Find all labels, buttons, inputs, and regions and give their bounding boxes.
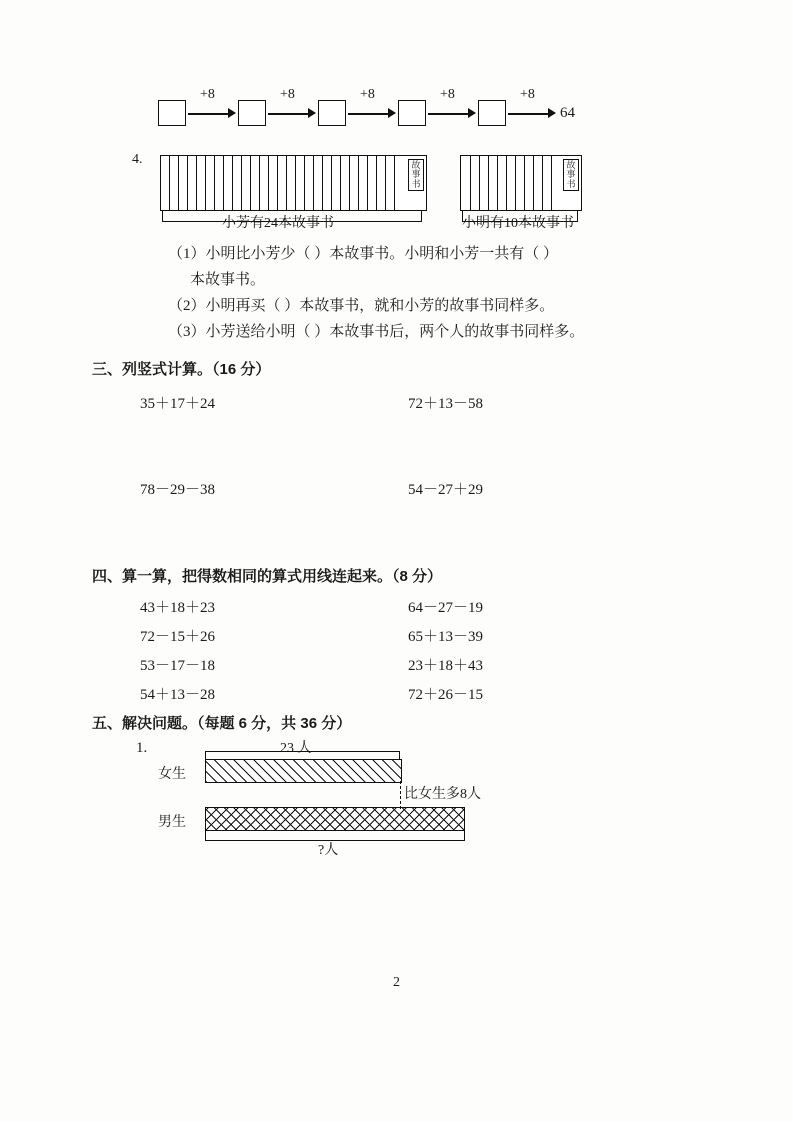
arrow-line-icon xyxy=(188,113,232,115)
section-4-heading: 四、算一算，把得数相同的算式用线连起来。（8 分） xyxy=(92,568,443,585)
book-label-right: 故事书 xyxy=(563,159,579,191)
book-label-left: 故事书 xyxy=(408,159,424,191)
chain-arrow-1 xyxy=(186,87,238,125)
bar-total-label: ?人 xyxy=(318,843,339,858)
section-4-left-3[interactable]: 53－17－18 xyxy=(140,658,216,674)
arrow-head-icon xyxy=(388,108,396,118)
chain-box-2[interactable] xyxy=(238,100,266,126)
bar-boys xyxy=(205,807,465,831)
book-stack-body xyxy=(160,155,427,211)
item-4-sub-1: （1）小明比小芳少（ ）本故事书。小明和小芳一共有（ ） xyxy=(168,246,559,262)
chain-result: 64 xyxy=(560,104,575,121)
chain-operator-4: +8 xyxy=(440,87,455,102)
bar-label-girls: 女生 xyxy=(158,767,186,782)
arrow-head-icon xyxy=(228,108,236,118)
section-4-left-2[interactable]: 72－15＋26 xyxy=(140,629,216,645)
section-3-problem-2: 72＋13－58 xyxy=(408,396,484,412)
chain-arrow-4 xyxy=(426,87,478,125)
chain-arrow-5 xyxy=(506,87,558,125)
section-4-right-1[interactable]: 64－27－19 xyxy=(408,600,484,616)
arrow-line-icon xyxy=(348,113,392,115)
caption-xiaoming: 小明有10本故事书 xyxy=(462,216,574,231)
bar-top-value: 23 人 xyxy=(280,741,312,756)
page-number: 2 xyxy=(393,975,400,990)
chain-arrow-3 xyxy=(346,87,398,125)
item-4-sub-3: （3）小芳送给小明（ ）本故事书后，两个人的故事书同样多。 xyxy=(168,324,585,340)
bar-model-diagram xyxy=(150,735,570,870)
section-3-heading: 三、列竖式计算。（16 分） xyxy=(92,361,271,378)
arrow-line-icon xyxy=(428,113,472,115)
chain-operator-5: +8 xyxy=(520,87,535,102)
chain-operator-2: +8 xyxy=(280,87,295,102)
chain-box-1[interactable] xyxy=(158,100,186,126)
chain-box-3[interactable] xyxy=(318,100,346,126)
arrow-head-icon xyxy=(468,108,476,118)
section-4-right-2[interactable]: 65＋13－39 xyxy=(408,629,484,645)
arrow-head-icon xyxy=(548,108,556,118)
bar-difference-label: 比女生多8人 xyxy=(404,787,481,802)
section-4-right-3[interactable]: 23＋18＋43 xyxy=(408,658,484,674)
section-3-problem-4: 54－27＋29 xyxy=(408,482,484,498)
bar-difference-guide xyxy=(400,781,401,809)
item-4-sub-2: （2）小明再买（ ）本故事书，就和小芳的故事书同样多。 xyxy=(168,298,555,314)
section-5-q1-number: 1. xyxy=(136,740,148,756)
arrow-head-icon xyxy=(308,108,316,118)
chain-box-5[interactable] xyxy=(478,100,506,126)
arrow-line-icon xyxy=(508,113,552,115)
section-3-problem-1: 35＋17＋24 xyxy=(140,396,216,412)
book-stack-xiaoming xyxy=(460,155,580,211)
section-5-heading: 五、解决问题。（每题 6 分，共 36 分） xyxy=(92,715,352,732)
chain-arrow-2 xyxy=(266,87,318,125)
item-4-number: 4. xyxy=(132,152,143,167)
bar-girls xyxy=(205,759,402,783)
bar-label-boys: 男生 xyxy=(158,815,186,830)
section-4-left-1[interactable]: 43＋18＋23 xyxy=(140,600,216,616)
chain-operator-3: +8 xyxy=(360,87,375,102)
book-stack-body xyxy=(460,155,582,211)
addition-chain-diagram xyxy=(158,87,575,126)
chain-box-4[interactable] xyxy=(398,100,426,126)
chain-operator-1: +8 xyxy=(200,87,215,102)
book-stack-xiaofang xyxy=(160,155,425,211)
section-3-problem-3: 78－29－38 xyxy=(140,482,216,498)
item-4-sub-1-cont: 本故事书。 xyxy=(190,272,266,288)
section-4-right-4[interactable]: 72＋26－15 xyxy=(408,687,484,703)
arrow-line-icon xyxy=(268,113,312,115)
caption-xiaofang: 小芳有24本故事书 xyxy=(222,216,334,231)
section-4-left-4[interactable]: 54＋13－28 xyxy=(140,687,216,703)
